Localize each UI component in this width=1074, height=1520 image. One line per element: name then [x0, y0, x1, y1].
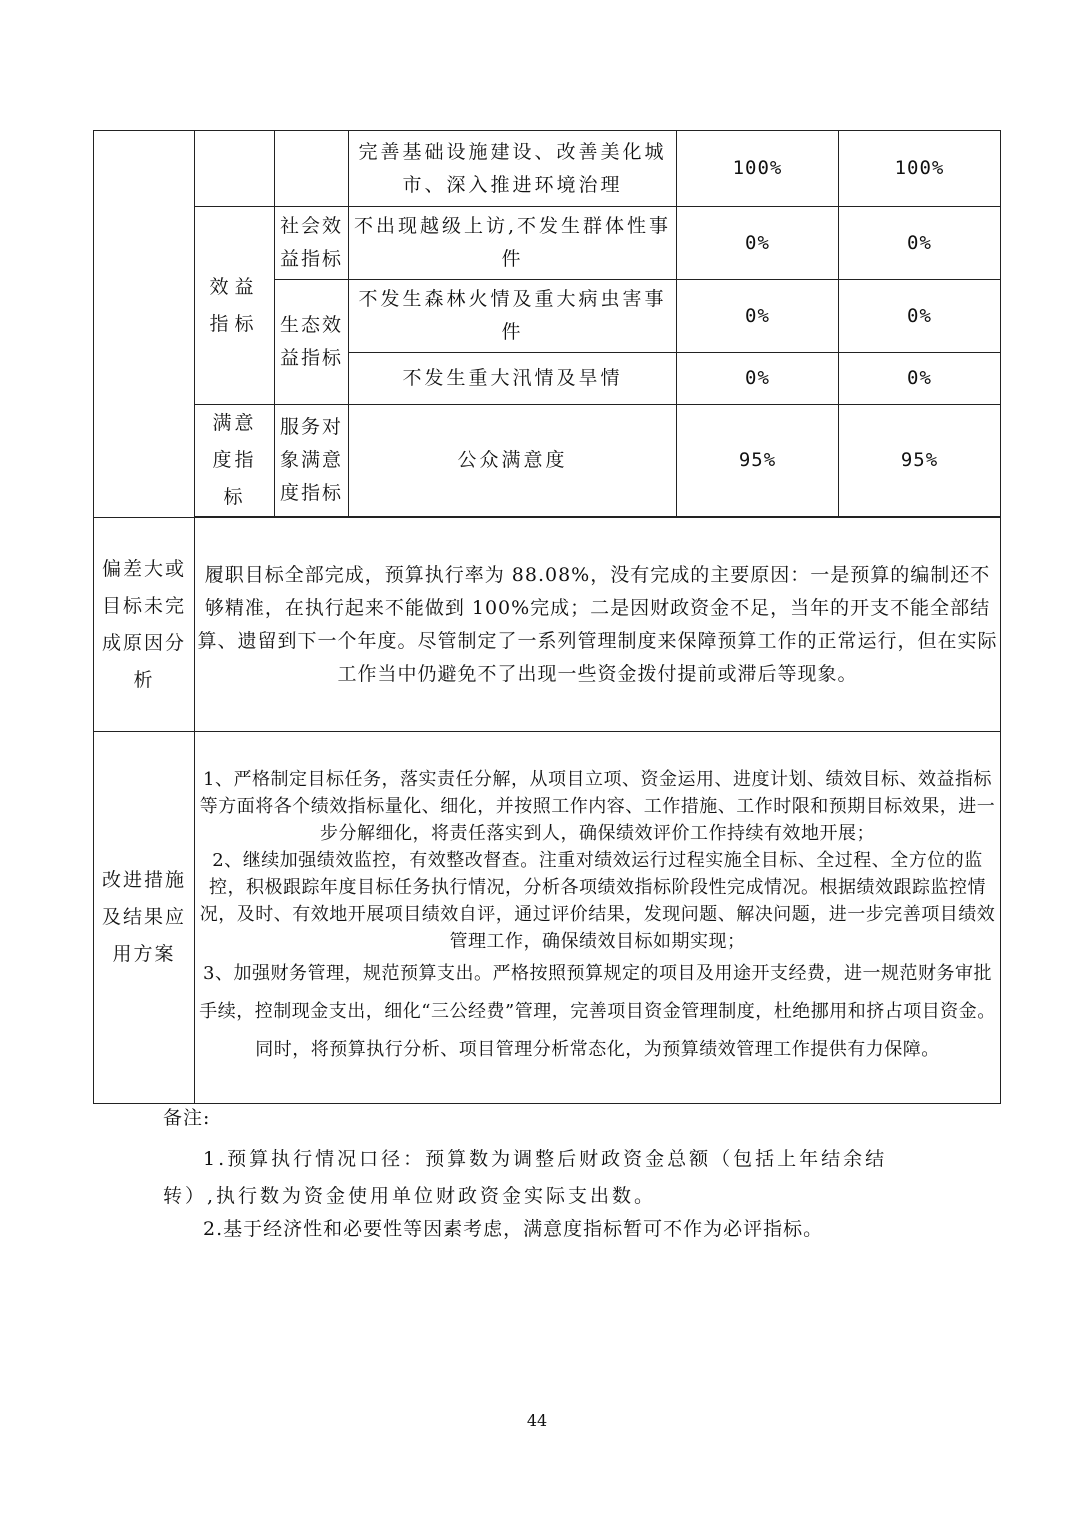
indicator-cell: 不发生森林火情及重大病虫害事件 [349, 280, 677, 353]
target-value-cell: 0% [677, 353, 839, 405]
note-item: 2.基于经济性和必要性等因素考虑，满意度指标暂可不作为必评指标。 [203, 1218, 824, 1240]
improvement-plan-label: 改进措施及结果应用方案 [94, 732, 195, 1104]
second-level-indicator-cell [195, 131, 275, 207]
indicator-cell: 不发生重大汛情及旱情 [349, 353, 677, 405]
table-row [94, 732, 1001, 1104]
improvement-item: 1、严格制定目标任务，落实责任分解，从项目立项、资金运用、进度计划、绩效目标、效益指标等方面将各个绩效指标量化、细化，并按照工作内容、工作措施、工作时限和预期目标效果，进一步分解细化，将责任落实到人，确保绩效评价工作持续有效地开展； [199, 769, 996, 844]
actual-value-cell: 95% [839, 405, 1001, 517]
target-value-cell: 0% [677, 207, 839, 280]
service-satisfaction-label: 服务对象满意度指标 [275, 405, 349, 517]
ecological-benefit-label: 生态效益指标 [275, 280, 349, 405]
table-row [94, 405, 1001, 517]
performance-table [93, 130, 1001, 1104]
page-number: 44 [526, 1411, 548, 1430]
table-row [94, 518, 1001, 732]
notes-title: 备注: [163, 1107, 211, 1129]
satisfaction-indicator-label: 满意度指标 [195, 405, 275, 517]
first-level-indicator-cell [94, 131, 195, 518]
improvement-plan-text [195, 732, 1001, 1104]
actual-value-cell: 0% [839, 207, 1001, 280]
indicator-cell: 完善基础设施建设、改善美化城市、深入推进环境治理 [349, 131, 677, 207]
actual-value-cell: 0% [839, 280, 1001, 353]
actual-value-cell: 100% [839, 131, 1001, 207]
actual-value-cell: 0% [839, 353, 1001, 405]
target-value-cell: 95% [677, 405, 839, 517]
table-row [94, 131, 1001, 207]
note-item: 1.预算执行情况口径：预算数为调整后财政资金总额（包括上年结余结转）,执行数为资金使用单位财政资金实际支出数。 [163, 1148, 888, 1207]
social-benefit-label: 社会效益指标 [275, 207, 349, 280]
target-value-cell: 0% [677, 280, 839, 353]
improvement-item: 3、加强财务管理，规范预算支出。严格按照预算规定的项目及用途开支经费，进一规范财务审批手续，控制现金支出，细化“三公经费”管理，完善项目资金管理制度，杜绝挪用和挤占项目资金。同时，将预算执行分析、项目管理分析常态化，为预算绩效管理工作提供有力保障。 [199, 963, 996, 1060]
third-level-indicator-cell [275, 131, 349, 207]
deviation-analysis-label: 偏差大或目标未完成原因分析 [94, 518, 195, 732]
benefit-indicator-label: 效益指标 [195, 207, 275, 405]
target-value-cell: 100% [677, 131, 839, 207]
improvement-item: 2、继续加强绩效监控，有效整改督查。注重对绩效运行过程实施全目标、全过程、全方位的监控，积极跟踪年度目标任务执行情况，分析各项绩效指标阶段性完成情况。根据绩效跟踪监控情况，及时、有效地开展项目绩效自评，通过评价结果，发现问题、解决问题，进一步完善项目绩效管理工作，确保绩效目标如期实现； [199, 850, 996, 952]
indicator-cell: 不出现越级上访,不发生群体性事件 [349, 207, 677, 280]
indicator-cell: 公众满意度 [349, 405, 677, 517]
deviation-analysis-text: 履职目标全部完成，预算执行率为 88.08%，没有完成的主要原因：一是预算的编制还不够精准，在执行起来不能做到 100%完成；二是因财政资金不足，当年的开支不能全部结算、遗留到下一个年度。尽管制定了一系列管理制度来保障预算工作的正常运行，但在实际工作当中仍避免不了出现一些资金拨付提前或滞后等现象。 [195, 518, 1001, 732]
table-row [94, 207, 1001, 280]
